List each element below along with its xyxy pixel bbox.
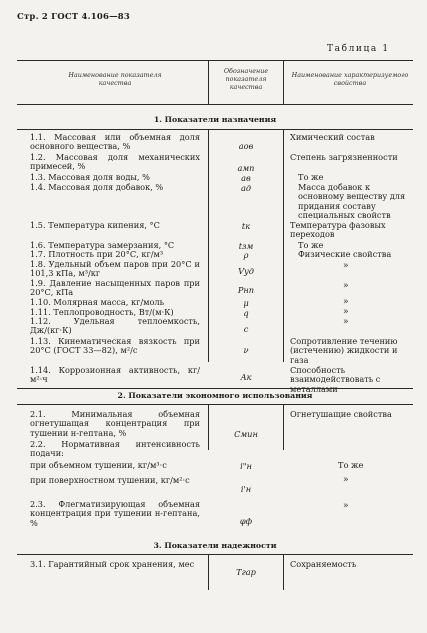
page-label: Стр. 2 ГОСТ 4.106—83 xyxy=(17,12,131,22)
col-divider-2 xyxy=(283,60,284,104)
table-top-rule xyxy=(17,60,413,61)
row-name: 1.4. Массовая доля добавок, % xyxy=(30,182,164,192)
section-rule xyxy=(17,554,413,555)
row-symbol: Tгар xyxy=(236,567,256,577)
col-divider-1 xyxy=(208,60,209,104)
table-head-rule xyxy=(17,104,413,105)
row-symbol: tк xyxy=(241,221,251,231)
row-characteristic: То же xyxy=(298,240,324,250)
row-name: 1.2. Массовая доля механических примесей, % xyxy=(30,152,200,172)
row-name: при объемном тушении, кг/м³·с xyxy=(30,460,167,470)
row-symbol: Ак xyxy=(240,372,252,382)
section-rule xyxy=(17,388,413,389)
row-name: 1.9. Давление насыщенных паров при 20°С, кПа xyxy=(30,278,200,298)
row-name: 1.3. Массовая доля воды, % xyxy=(30,172,150,182)
row-characteristic: То же xyxy=(298,172,324,182)
row-name: 1.6. Температура замерзания, °С xyxy=(30,240,175,250)
row-name: 1.12. Удельная теплоемкость, Дж/(кг·К) xyxy=(30,316,200,336)
row-name: 1.1. Массовая или объемная доля основного вещества, % xyxy=(30,132,200,152)
column-header-characteristic: Наименование характеризуемого свойства xyxy=(291,71,409,87)
section-rule xyxy=(17,129,413,130)
section-title: 1. Показатели назначения xyxy=(153,115,277,124)
row-characteristic: Сопротивление течению (истечению) жидкости и газа xyxy=(290,336,398,365)
row-symbol: i"н xyxy=(240,461,252,471)
row-characteristic: Способность взаимодействовать с металлами xyxy=(290,365,381,394)
row-symbol: Vуд xyxy=(238,266,254,276)
row-characteristic: » xyxy=(343,297,349,307)
row-characteristic: » xyxy=(343,475,349,485)
row-symbol: aв xyxy=(241,173,251,183)
row-symbol: aд xyxy=(240,183,252,193)
col-divider-2-body xyxy=(283,404,284,450)
row-characteristic: » xyxy=(343,281,349,291)
row-symbol: φф xyxy=(239,516,253,526)
row-characteristic: » xyxy=(343,307,349,317)
row-symbol: Cмин xyxy=(234,429,258,439)
row-name: 2.1. Минимальная объемная огнетушащая концентрация при тушении н-гептана, % xyxy=(30,409,200,438)
section-rule xyxy=(17,404,413,405)
column-header-symbol: Обозначение показателя качества xyxy=(223,67,269,91)
row-symbol: i'н xyxy=(240,484,252,494)
section-title: 3. Показатели надежности xyxy=(153,541,277,550)
row-characteristic: » xyxy=(343,501,349,511)
row-name: 1.13. Кинематическая вязкость при 20°С (ГОСТ 33—82), м²/с xyxy=(30,336,200,356)
row-symbol: tзм xyxy=(238,241,254,251)
row-symbol: aмп xyxy=(237,163,255,173)
row-characteristic: Физические свойства xyxy=(298,249,392,259)
row-characteristic: Температура фазовых переходов xyxy=(290,220,386,240)
row-name: при поверхностном тушении, кг/м²·с xyxy=(30,475,190,485)
row-name: 3.1. Гарантийный срок хранения, мес xyxy=(30,559,195,569)
row-symbol: Pнп xyxy=(237,285,255,295)
row-name: 2.3. Флегматизирующая объемная концентрация при тушении н-гептана, % xyxy=(30,499,200,528)
row-name: 1.5. Температура кипения, °С xyxy=(30,220,160,230)
row-characteristic: Масса добавок к основному веществу для придания составу специальных свойств xyxy=(298,182,406,221)
row-symbol: aов xyxy=(238,141,254,151)
section-title: 2. Показатели экономного использования xyxy=(117,391,313,400)
row-characteristic: Огнетушащие свойства xyxy=(290,409,392,419)
row-characteristic: » xyxy=(343,317,349,327)
row-symbol: μ xyxy=(243,298,249,308)
row-name: 2.2. Нормативная интенсивность подачи: xyxy=(30,439,200,459)
row-characteristic: » xyxy=(343,261,349,271)
row-characteristic: То же xyxy=(338,460,364,470)
row-symbol: c xyxy=(243,324,249,334)
row-name: 1.11. Теплопроводность, Вт/(м·К) xyxy=(30,307,174,317)
table-label: Таблица 1 xyxy=(327,44,390,54)
row-name: 1.7. Плотность при 20°С, кг/м³ xyxy=(30,249,164,259)
row-characteristic: Степень загрязненности xyxy=(290,152,398,162)
row-name: 1.10. Молярная масса, кг/моль xyxy=(30,297,165,307)
row-symbol: ν xyxy=(243,345,249,355)
row-name: 1.8. Удельный объем паров при 20°С и 101,3 кПа, м³/кг xyxy=(30,259,200,279)
row-characteristic: Химический состав xyxy=(290,132,375,142)
row-symbol: ρ xyxy=(243,250,249,260)
column-header-name: Наименование показателя качества xyxy=(68,71,162,87)
col-divider-1-body xyxy=(208,404,209,450)
row-characteristic: Сохраняемость xyxy=(290,559,357,569)
row-symbol: q xyxy=(243,308,249,318)
row-name: 1.14. Коррозионная активность, кг/м²·ч xyxy=(30,365,200,385)
